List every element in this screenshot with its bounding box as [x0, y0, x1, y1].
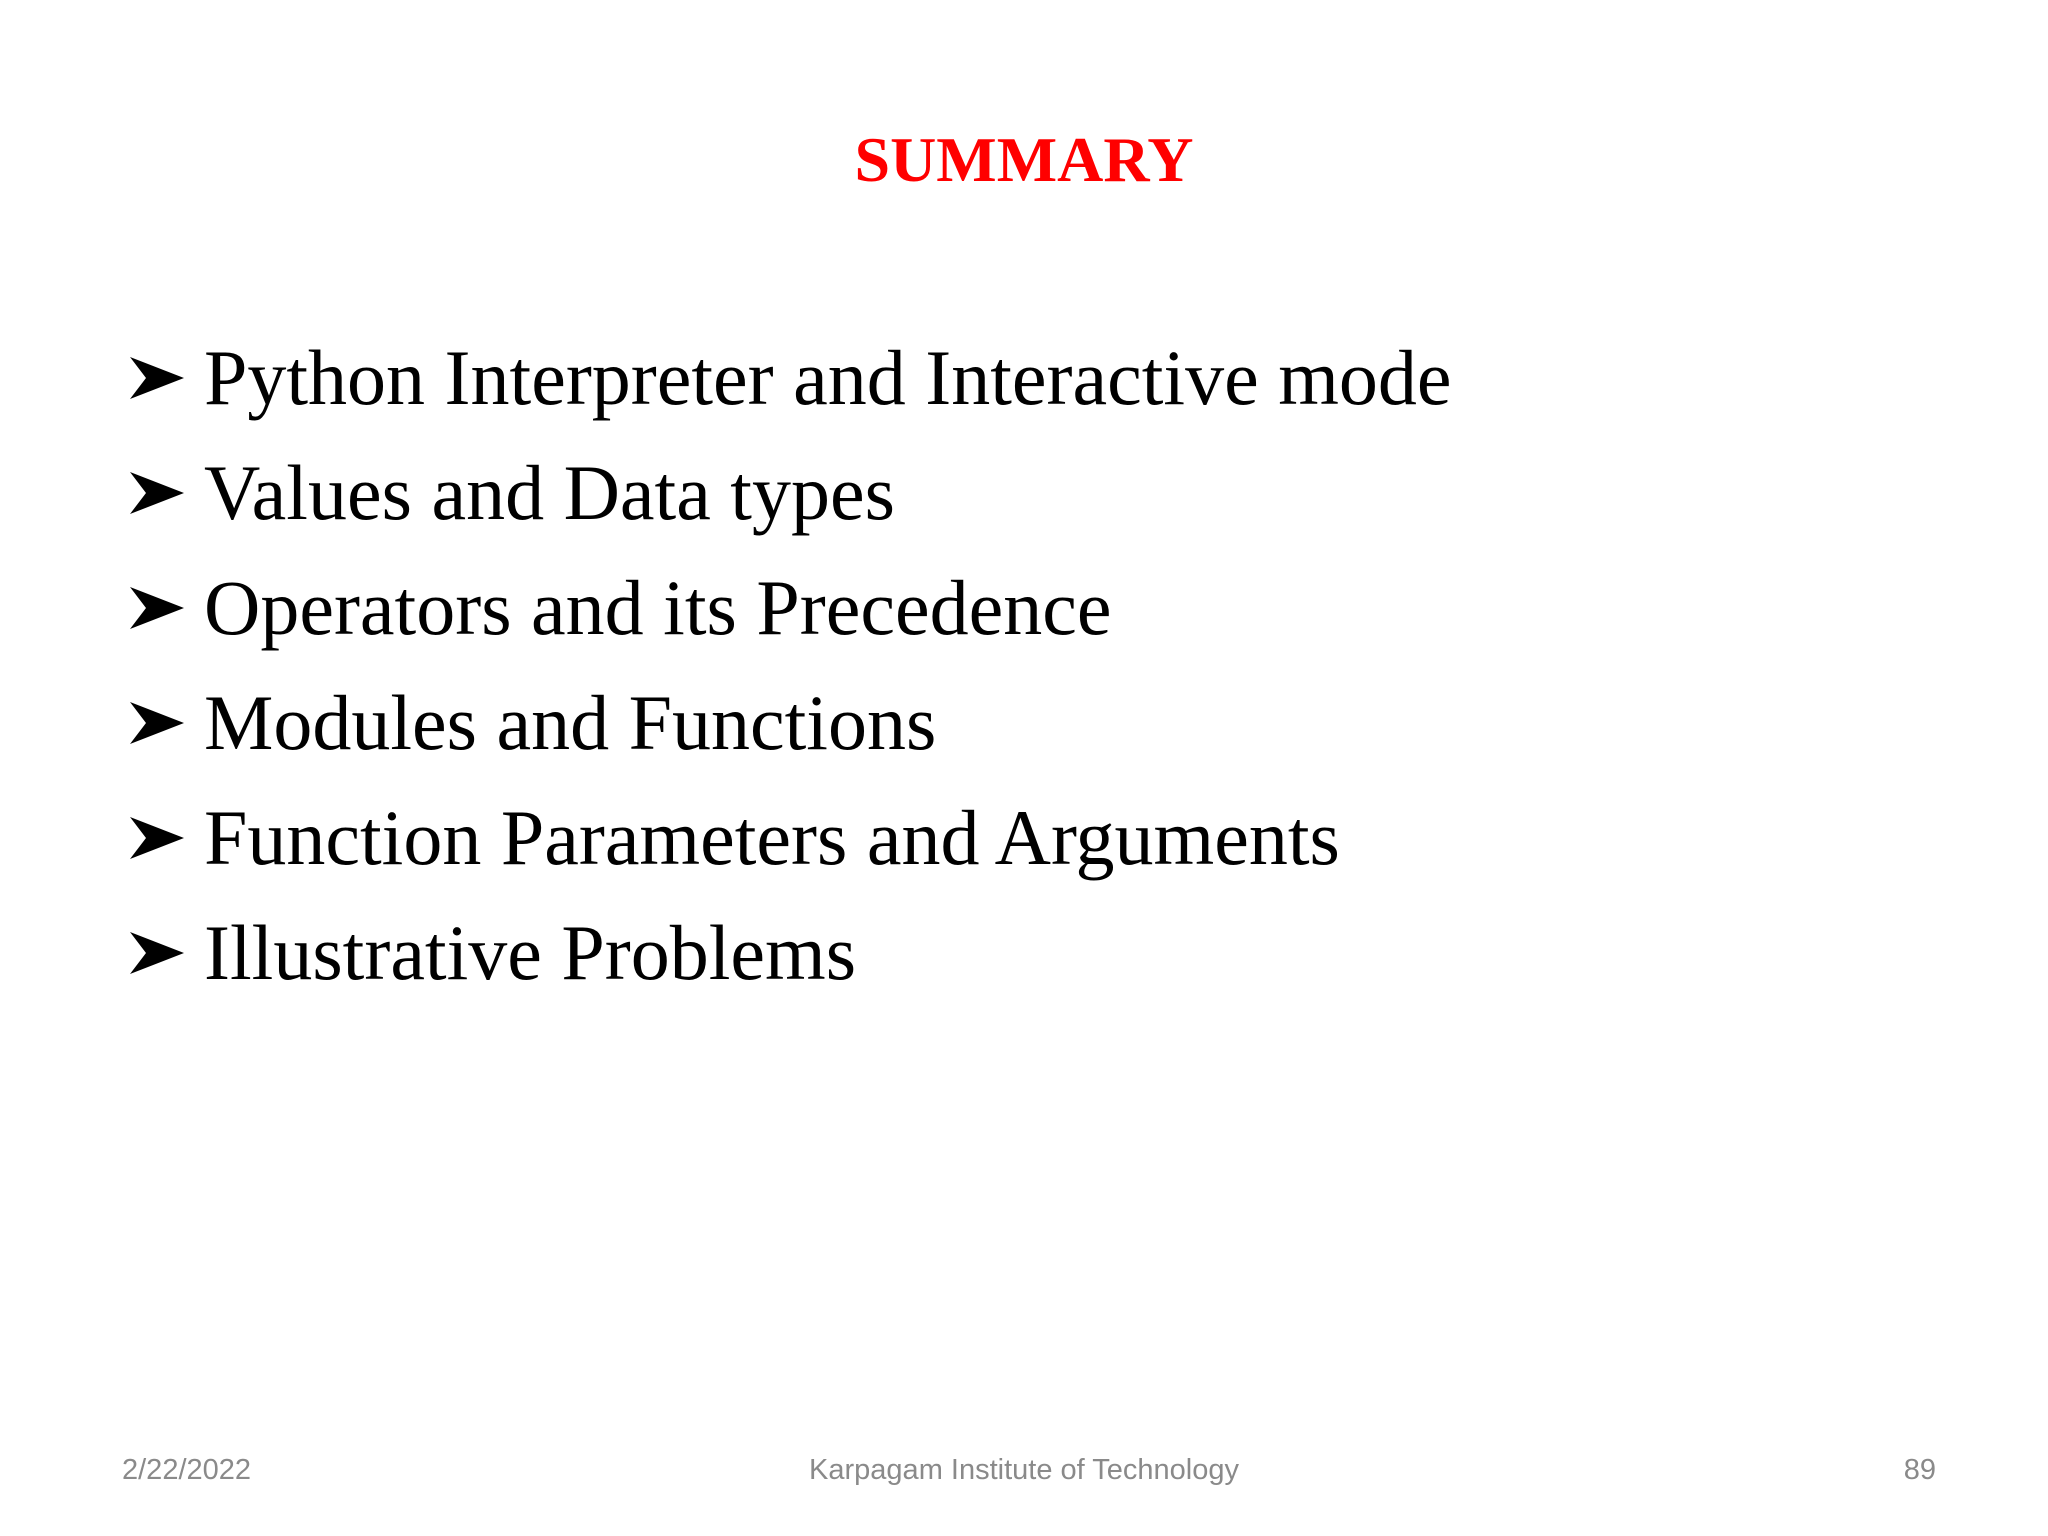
bullet-item [128, 780, 1928, 895]
bullet-item [128, 895, 1928, 1010]
bullet-text: Python Interpreter and Interactive mode [204, 333, 1452, 421]
bullet-text: Modules and Functions [204, 678, 937, 766]
bullet-item [128, 550, 1928, 665]
bullet-text: Function Parameters and Arguments [204, 793, 1340, 881]
bullet-text: Illustrative Problems [204, 908, 857, 996]
footer-page-number: 89 [1903, 1454, 1936, 1486]
bullet-item [128, 435, 1928, 550]
slide-title: SUMMARY [854, 124, 1194, 195]
arrowhead-right-icon [128, 355, 186, 401]
arrowhead-right-icon [128, 700, 186, 746]
footer-date: 2/22/2022 [122, 1454, 252, 1486]
bullet-text: Values and Data types [204, 448, 895, 536]
arrowhead-right-icon [128, 930, 186, 976]
arrowhead-right-icon [128, 470, 186, 516]
arrowhead-right-icon [128, 585, 186, 631]
bullet-item [128, 320, 1928, 435]
bullet-list [128, 320, 1928, 1010]
bullet-item [128, 665, 1928, 780]
footer-organization: Karpagam Institute of Technology [809, 1454, 1239, 1486]
arrowhead-right-icon [128, 815, 186, 861]
bullet-text: Operators and its Precedence [204, 563, 1112, 651]
